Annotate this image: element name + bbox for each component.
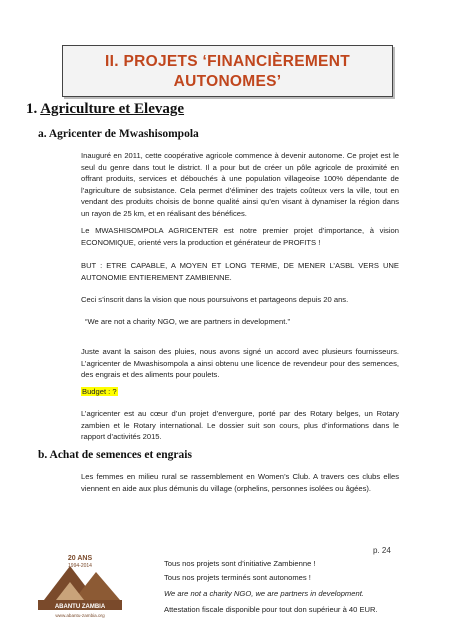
heading-1-text: Agriculture et Elevage [40,101,185,117]
paragraph-a-2: Le MWASHISOMPOLA AGRICENTER est notre premier projet d’importance, à vision ECONOMIQUE, orienté vers la production et générateur de PROFITS ! [81,226,399,247]
footer-line-1: Tous nos projets sont d’initiative Zambienne ! [164,559,316,568]
paragraph-a-3: BUT : ETRE CAPABLE, A MOYEN ET LONG TERME, DE MENER L’ASBL VERS UNE AUTONOMIE ENTIEREMENT ZAMBIENNE. [81,261,399,282]
heading-b: b. Achat de semences et engrais [38,449,192,461]
footer-line-2: Tous nos projets terminés sont autonomes ! [164,573,311,582]
quote: “We are not a charity NGO, we are partners in development.” [85,317,290,326]
paragraph-a-4: Ceci s’inscrit dans la vision que nous poursuivons et partageons depuis 20 ans. [81,295,349,304]
heading-1 [26,101,184,118]
logo-anniversary: 20 ANS [67,555,93,562]
abantu-zambia-logo [34,552,126,622]
paragraph-b: Les femmes en milieu rural se rassemblement en Women’s Club. A travers ces clubs elles viennent en aide aux plus démunis du village (orphelins, personnes isolées ou âgées). [81,472,399,493]
budget-line [81,386,399,398]
logo-name: ABANTU ZAMBIA [54,604,106,610]
logo-graphic [34,552,126,622]
paragraph-a-1: Inauguré en 2011, cette coopérative agricole commence à devenir autonome. Ce projet est le seul du genre dans tout le district. Il a pour but de créer un pôle agricole de proximité en offrant produits, services et débouchés à une population villageoise 100% dépendante de l’agriculture de subsistance. Cela permet d’éliminer des trajets coûteux vers la ville, tout en vendant des produits choisis de bonne qualité ainsi qu’en visant à dynamiser la région dans un rayon de 25 km, et en réalisant des bénéfices. [81,151,399,218]
paragraph-a-5: Juste avant la saison des pluies, nous avons signé un accord avec plusieurs fournisseurs. L’agricenter de Mwashisompola a ainsi obtenu une licence de revendeur pour des semences, des engrais et des aliments pour poulets. [81,347,399,380]
logo-url: www.abantu-zambia.org [55,613,105,618]
logo-years: 1994-2014 [68,563,92,569]
section-title-line1: II. PROJETS ‘FINANCIÈREMENT [105,53,350,70]
section-title-box [62,45,393,97]
heading-a: a. Agricenter de Mwashisompola [38,128,199,140]
footer-line-4: Attestation fiscale disponible pour tout don supérieur à 40 EUR. [164,605,378,614]
footer-line-3: We are not a charity NGO, we are partners in development. [164,589,364,598]
budget-highlight: Budget : ? [82,387,117,396]
heading-1-number: 1. [26,101,38,117]
section-title-line2: AUTONOMES’ [173,73,282,90]
page-number: p. 24 [373,546,391,555]
paragraph-a-6: L’agricenter est au cœur d’un projet d’envergure, porté par des Rotary belges, un Rotary zambien et le Rotary international. Le dossier suit son cours, plus d’informations dans le rapport d’activités 2015. [81,409,399,442]
